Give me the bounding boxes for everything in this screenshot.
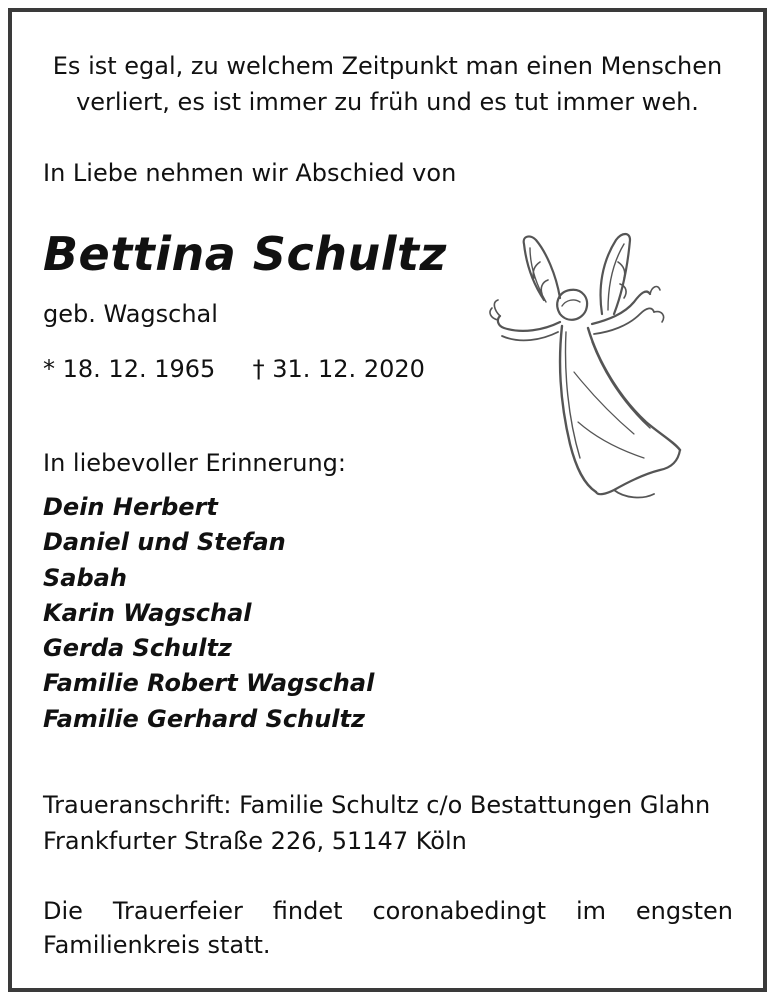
mourner-list <box>43 490 374 737</box>
memory-heading: In liebevoller Erinnerung: <box>43 449 346 477</box>
obituary-frame <box>8 8 767 992</box>
address-line-1: Traueranschrift: Familie Schultz c/o Bestattungen Glahn <box>43 791 711 819</box>
quote <box>12 48 763 120</box>
mourner-item: Daniel und Stefan <box>43 528 286 557</box>
death-date: † 31. 12. 2020 <box>252 355 425 383</box>
mourner-item: Familie Gerhard Schultz <box>43 704 365 733</box>
deceased-name: Bettina Schultz <box>43 227 447 281</box>
life-dates <box>43 352 425 386</box>
maiden-name: geb. Wagschal <box>43 300 218 328</box>
quote-line-1: Es ist egal, zu welchem Zeitpunkt man einen Menschen <box>52 52 723 80</box>
mourner-item: Familie Robert Wagschal <box>43 669 375 698</box>
intro-text: In Liebe nehmen wir Abschied von <box>43 159 457 187</box>
address-line-2: Frankfurter Straße 226, 51147 Köln <box>43 827 467 855</box>
quote-line-2: verliert, es ist immer zu früh und es tut immer weh. <box>76 88 699 116</box>
mourner-item: Dein Herbert <box>43 493 218 521</box>
angel-icon <box>474 222 684 512</box>
ceremony-note: Die Trauerfeier findet coronabedingt im engsten Familienkreis statt. <box>43 897 733 959</box>
birth-date: * 18. 12. 1965 <box>43 355 216 383</box>
mourner-item: Karin Wagschal <box>43 598 252 627</box>
mourner-item: Gerda Schultz <box>43 634 232 663</box>
mourner-item: Sabah <box>43 563 127 592</box>
